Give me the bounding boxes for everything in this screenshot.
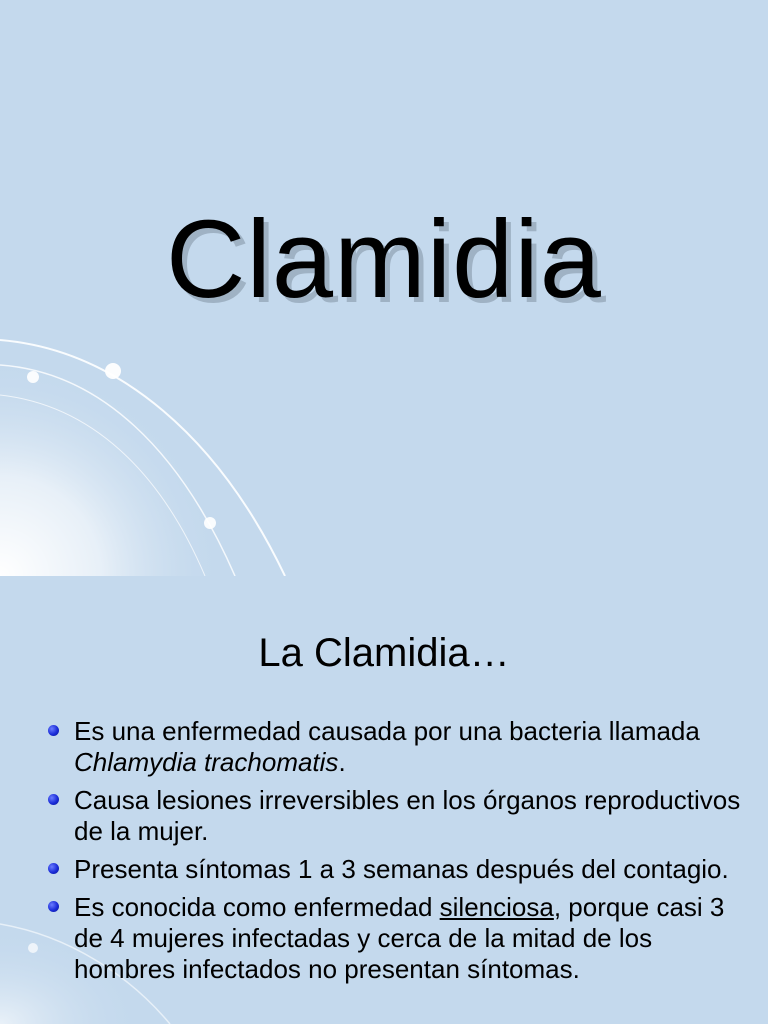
bullet-text: , porque casi 3 de 4 mujeres infectadas y cerca de la mitad de los hombres infectados no presentan síntomas.: [74, 892, 725, 984]
bullet-icon: [48, 901, 59, 912]
list-item: [48, 892, 748, 985]
bullet-text: Es una enfermedad causada por una bacteria llamada: [74, 716, 700, 746]
list-item: [48, 785, 748, 847]
list-item: [48, 716, 748, 778]
slide-title: Clamidia: [166, 198, 602, 321]
slide-title: La Clamidia…: [258, 631, 510, 675]
bacteria-name: Chlamydia trachomatis: [74, 747, 339, 777]
underlined-word: silenciosa: [439, 892, 554, 922]
bullet-icon: [48, 794, 59, 805]
bullet-text: Causa lesiones irreversibles en los órganos reproductivos de la mujer.: [74, 785, 741, 846]
bullet-icon: [48, 725, 59, 736]
bullet-text: .: [338, 747, 346, 777]
bullet-list: [48, 716, 748, 992]
content-slide: [0, 576, 768, 1024]
list-item: [48, 854, 748, 885]
bullet-text: Presenta síntomas 1 a 3 semanas después del contagio.: [74, 854, 729, 884]
bullet-icon: [48, 863, 59, 874]
bullet-text: Es conocida como enfermedad: [74, 892, 440, 922]
